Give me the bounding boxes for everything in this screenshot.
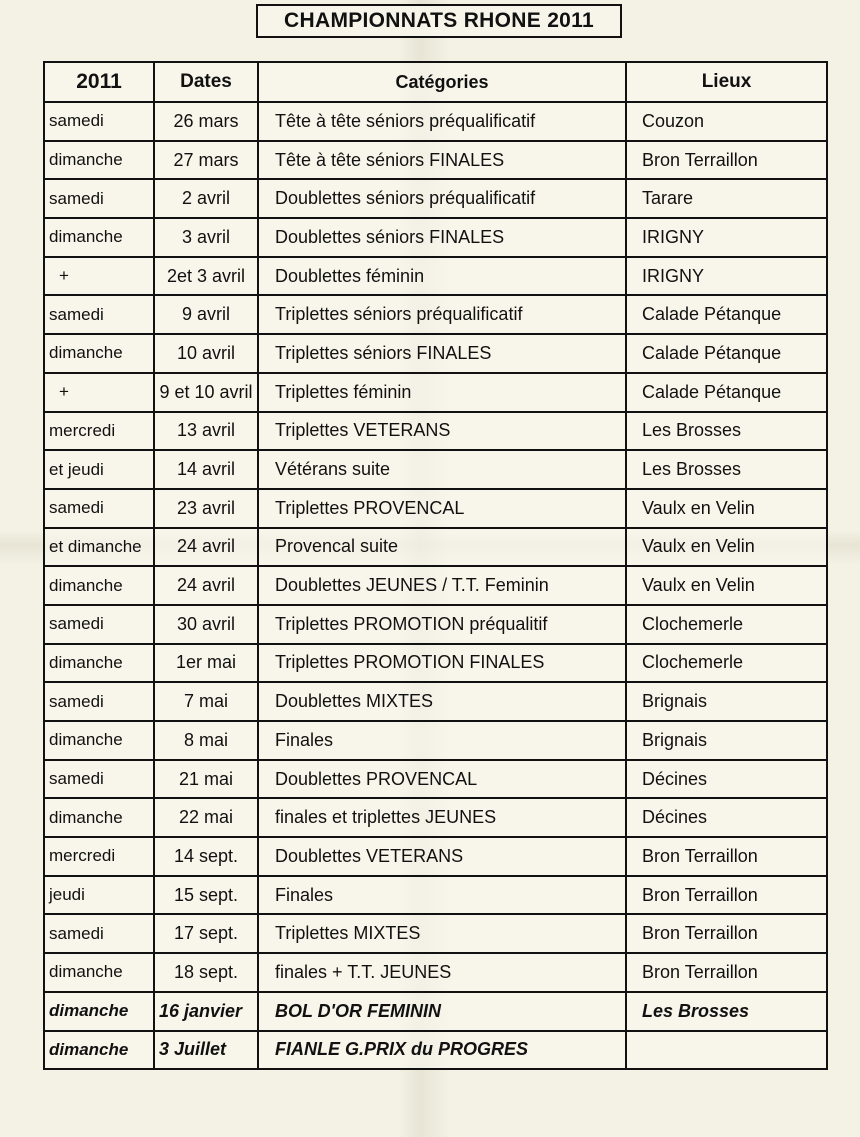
day-cell: mercredi	[44, 412, 154, 451]
date-cell: 9 et 10 avril	[154, 373, 258, 412]
place-cell: Bron Terraillon	[626, 953, 827, 992]
date-cell: 22 mai	[154, 798, 258, 837]
place-cell: Bron Terraillon	[626, 876, 827, 915]
table-row	[44, 373, 827, 412]
category-cell: finales et triplettes JEUNES	[258, 798, 626, 837]
day-cell: samedi	[44, 914, 154, 953]
place-cell: Bron Terraillon	[626, 914, 827, 953]
date-cell: 13 avril	[154, 412, 258, 451]
day-cell: dimanche	[44, 644, 154, 683]
date-cell: 26 mars	[154, 102, 258, 141]
category-cell: finales + T.T. JEUNES	[258, 953, 626, 992]
table-row	[44, 682, 827, 721]
date-cell: 7 mai	[154, 682, 258, 721]
category-cell: Doublettes séniors FINALES	[258, 218, 626, 257]
category-cell: Triplettes séniors préqualificatif	[258, 295, 626, 334]
date-cell: 24 avril	[154, 528, 258, 567]
place-cell: IRIGNY	[626, 218, 827, 257]
day-cell: dimanche	[44, 334, 154, 373]
day-cell: dimanche	[44, 141, 154, 180]
table-header-row	[44, 62, 827, 102]
place-cell: Décines	[626, 760, 827, 799]
schedule-body	[44, 102, 827, 1069]
place-cell: Brignais	[626, 721, 827, 760]
category-cell: Provencal suite	[258, 528, 626, 567]
category-cell: Doublettes PROVENCAL	[258, 760, 626, 799]
date-cell: 15 sept.	[154, 876, 258, 915]
place-cell: Calade Pétanque	[626, 373, 827, 412]
table-row	[44, 450, 827, 489]
table-row	[44, 644, 827, 683]
date-cell: 16 janvier	[154, 992, 258, 1031]
special-event-row	[44, 1031, 827, 1070]
place-cell: Vaulx en Velin	[626, 566, 827, 605]
date-cell: 27 mars	[154, 141, 258, 180]
page-title: CHAMPIONNATS RHONE 2011	[256, 4, 622, 38]
category-cell: Doublettes séniors préqualificatif	[258, 179, 626, 218]
place-cell: Clochemerle	[626, 605, 827, 644]
category-cell: Triplettes VETERANS	[258, 412, 626, 451]
place-cell: Couzon	[626, 102, 827, 141]
place-cell: Les Brosses	[626, 992, 827, 1031]
category-cell: Finales	[258, 721, 626, 760]
day-cell: dimanche	[44, 721, 154, 760]
day-cell: samedi	[44, 179, 154, 218]
day-cell: samedi	[44, 295, 154, 334]
category-cell: Doublettes JEUNES / T.T. Feminin	[258, 566, 626, 605]
category-cell: Triplettes MIXTES	[258, 914, 626, 953]
day-cell: dimanche	[44, 1031, 154, 1070]
day-cell: et jeudi	[44, 450, 154, 489]
place-cell: Les Brosses	[626, 450, 827, 489]
category-cell: Tête à tête séniors FINALES	[258, 141, 626, 180]
place-cell: Les Brosses	[626, 412, 827, 451]
table-row	[44, 334, 827, 373]
category-cell: BOL D'OR FEMININ	[258, 992, 626, 1031]
place-cell: Décines	[626, 798, 827, 837]
table-row	[44, 179, 827, 218]
place-cell: IRIGNY	[626, 257, 827, 296]
day-cell: +	[44, 257, 154, 296]
place-cell: Calade Pétanque	[626, 295, 827, 334]
date-cell: 23 avril	[154, 489, 258, 528]
place-cell: Clochemerle	[626, 644, 827, 683]
category-cell: Triplettes PROVENCAL	[258, 489, 626, 528]
category-cell: Doublettes MIXTES	[258, 682, 626, 721]
day-cell: +	[44, 373, 154, 412]
category-cell: Triplettes féminin	[258, 373, 626, 412]
header-dates: Dates	[154, 62, 258, 102]
table-row	[44, 914, 827, 953]
category-cell: FIANLE G.PRIX du PROGRES	[258, 1031, 626, 1070]
table-row	[44, 295, 827, 334]
date-cell: 2et 3 avril	[154, 257, 258, 296]
table-row	[44, 605, 827, 644]
date-cell: 10 avril	[154, 334, 258, 373]
category-cell: Tête à tête séniors préqualificatif	[258, 102, 626, 141]
place-cell: Calade Pétanque	[626, 334, 827, 373]
category-cell: Triplettes PROMOTION FINALES	[258, 644, 626, 683]
date-cell: 3 avril	[154, 218, 258, 257]
schedule-table	[43, 61, 828, 1070]
day-cell: et dimanche	[44, 528, 154, 567]
day-cell: samedi	[44, 489, 154, 528]
table-row	[44, 953, 827, 992]
header-year: 2011	[44, 62, 154, 102]
date-cell: 30 avril	[154, 605, 258, 644]
date-cell: 9 avril	[154, 295, 258, 334]
place-cell: Bron Terraillon	[626, 141, 827, 180]
place-cell: Brignais	[626, 682, 827, 721]
header-lieux: Lieux	[626, 62, 827, 102]
category-cell: Doublettes VETERANS	[258, 837, 626, 876]
day-cell: dimanche	[44, 566, 154, 605]
place-cell: Tarare	[626, 179, 827, 218]
place-cell: Vaulx en Velin	[626, 528, 827, 567]
date-cell: 21 mai	[154, 760, 258, 799]
table-row	[44, 218, 827, 257]
table-row	[44, 102, 827, 141]
date-cell: 18 sept.	[154, 953, 258, 992]
place-cell	[626, 1031, 827, 1070]
special-event-row	[44, 992, 827, 1031]
table-row	[44, 412, 827, 451]
table-row	[44, 721, 827, 760]
table-row	[44, 489, 827, 528]
day-cell: samedi	[44, 102, 154, 141]
day-cell: dimanche	[44, 953, 154, 992]
day-cell: dimanche	[44, 218, 154, 257]
category-cell: Triplettes séniors FINALES	[258, 334, 626, 373]
table-row	[44, 837, 827, 876]
category-cell: Finales	[258, 876, 626, 915]
day-cell: samedi	[44, 760, 154, 799]
day-cell: mercredi	[44, 837, 154, 876]
date-cell: 17 sept.	[154, 914, 258, 953]
date-cell: 1er mai	[154, 644, 258, 683]
header-categories: Catégories	[258, 62, 626, 102]
category-cell: Doublettes féminin	[258, 257, 626, 296]
place-cell: Vaulx en Velin	[626, 489, 827, 528]
table-row	[44, 528, 827, 567]
day-cell: samedi	[44, 605, 154, 644]
date-cell: 3 Juillet	[154, 1031, 258, 1070]
table-row	[44, 141, 827, 180]
table-row	[44, 798, 827, 837]
table-row	[44, 566, 827, 605]
date-cell: 14 avril	[154, 450, 258, 489]
date-cell: 8 mai	[154, 721, 258, 760]
category-cell: Triplettes PROMOTION préqualitif	[258, 605, 626, 644]
day-cell: dimanche	[44, 798, 154, 837]
table-row	[44, 760, 827, 799]
place-cell: Bron Terraillon	[626, 837, 827, 876]
day-cell: samedi	[44, 682, 154, 721]
category-cell: Vétérans suite	[258, 450, 626, 489]
date-cell: 2 avril	[154, 179, 258, 218]
date-cell: 24 avril	[154, 566, 258, 605]
table-row	[44, 257, 827, 296]
day-cell: jeudi	[44, 876, 154, 915]
table-row	[44, 876, 827, 915]
day-cell: dimanche	[44, 992, 154, 1031]
date-cell: 14 sept.	[154, 837, 258, 876]
